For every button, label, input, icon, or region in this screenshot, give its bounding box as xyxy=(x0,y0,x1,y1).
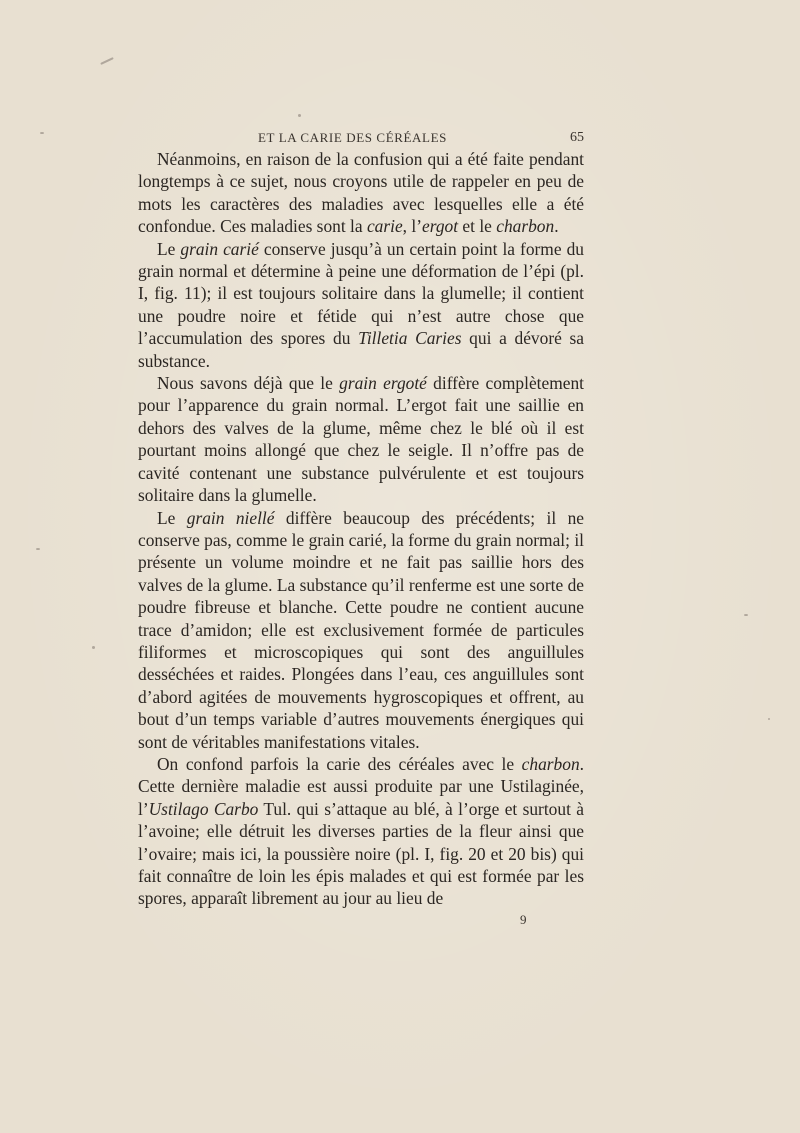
italic-term: Ustilago Carbo xyxy=(148,798,259,819)
text-run: Le xyxy=(157,507,187,528)
page-header xyxy=(138,130,584,148)
paper-speck xyxy=(298,114,301,117)
paper-speck xyxy=(744,614,748,616)
text-run: diffère complètement pour l’apparence du grain normal. L’ergot fait une saillie en dehors des valves de la glume, même chez le blé où il est pourtant moins allongé que chez le seigle. Il n’offre pas de cavité contenant une substance pulvérulente et est toujours solitaire dans la glumelle. xyxy=(138,373,584,506)
paragraph xyxy=(138,148,584,238)
paper-speck xyxy=(40,132,44,134)
italic-term: carie xyxy=(366,216,403,237)
paper-speck xyxy=(100,57,114,65)
text-run: . Cette dernière maladie est aussi produite par une Ustilaginée, l’ xyxy=(138,753,584,819)
italic-term: ergot xyxy=(422,216,459,237)
running-title: ET LA CARIE DES CÉRÉALES xyxy=(258,130,447,145)
page-number: 65 xyxy=(570,130,584,145)
text-run: Tul. qui s’attaque au blé, à l’orge et surtout à l’avoine; elle détruit les diverses parties de la fleur ainsi que l’ovaire; mais ici, la poussière noire (pl. I, fig. 20 et 20 bis) qui fait connaître de loin les épis malades et qui est formée par les spores, apparaît librement au jour au lieu de xyxy=(138,798,584,909)
text-run: Néanmoins, en raison de la confusion qui a été faite pendant longtemps à ce sujet, nous croyons utile de rappeler en peu de mots les caractères des maladies avec lesquelles elle a été confondue. Ces maladies sont la xyxy=(138,149,584,237)
text-run: On confond parfois la carie des céréales avec le xyxy=(157,753,522,774)
text-run: qui a dévoré sa substance. xyxy=(138,328,585,371)
italic-term: grain ergoté xyxy=(339,373,427,394)
paragraph xyxy=(138,372,584,506)
text-run: diffère beaucoup des précédents; il ne conserve pas, comme le grain carié, la forme du grain normal; il présente un volume moindre et ne fait pas saillie hors des valves de la glume. La substance qu’il renferme est une sorte de poudre fibreuse et blanche. Cette poudre ne contient aucune trace d’amidon; elle est exclusivement formée de particules filiformes et microscopiques qui sont des anguillules desséchées et raides. Plongées dans l’eau, ces anguillules sont d’abord agitées de mouvements hygroscopiques et offrent, au bout d’un temps variable d’autres mouvements énergiques qui sont de véritables manifestations vitales. xyxy=(138,507,584,752)
text-run: conserve jusqu’à un certain point la forme du grain normal et détermine à peine une déformation de l’épi (pl. I, fig. 11); il est toujours solitaire dans la glumelle; il contient une poudre noire et fétide qui n’est autre chose que l’accumulation des spores du xyxy=(138,238,584,349)
paper-speck xyxy=(768,718,770,720)
paper-speck xyxy=(36,548,40,550)
body-text xyxy=(138,148,584,910)
italic-term: charbon xyxy=(496,216,555,237)
italic-term: charbon xyxy=(521,753,580,774)
text-run: Nous savons déjà que le xyxy=(157,373,340,394)
text-run: Le xyxy=(157,238,181,259)
paragraph xyxy=(138,753,584,910)
paragraph xyxy=(138,507,584,753)
text-run: . xyxy=(554,216,559,237)
italic-term: Tilletia Caries xyxy=(358,328,462,349)
signature-mark: 9 xyxy=(520,912,527,927)
italic-term: grain carié xyxy=(180,238,259,259)
text-run: , l’ xyxy=(402,216,422,237)
paragraph xyxy=(138,238,584,372)
text-run: et le xyxy=(458,216,497,237)
italic-term: grain niellé xyxy=(186,507,275,528)
paper-speck xyxy=(92,646,95,649)
